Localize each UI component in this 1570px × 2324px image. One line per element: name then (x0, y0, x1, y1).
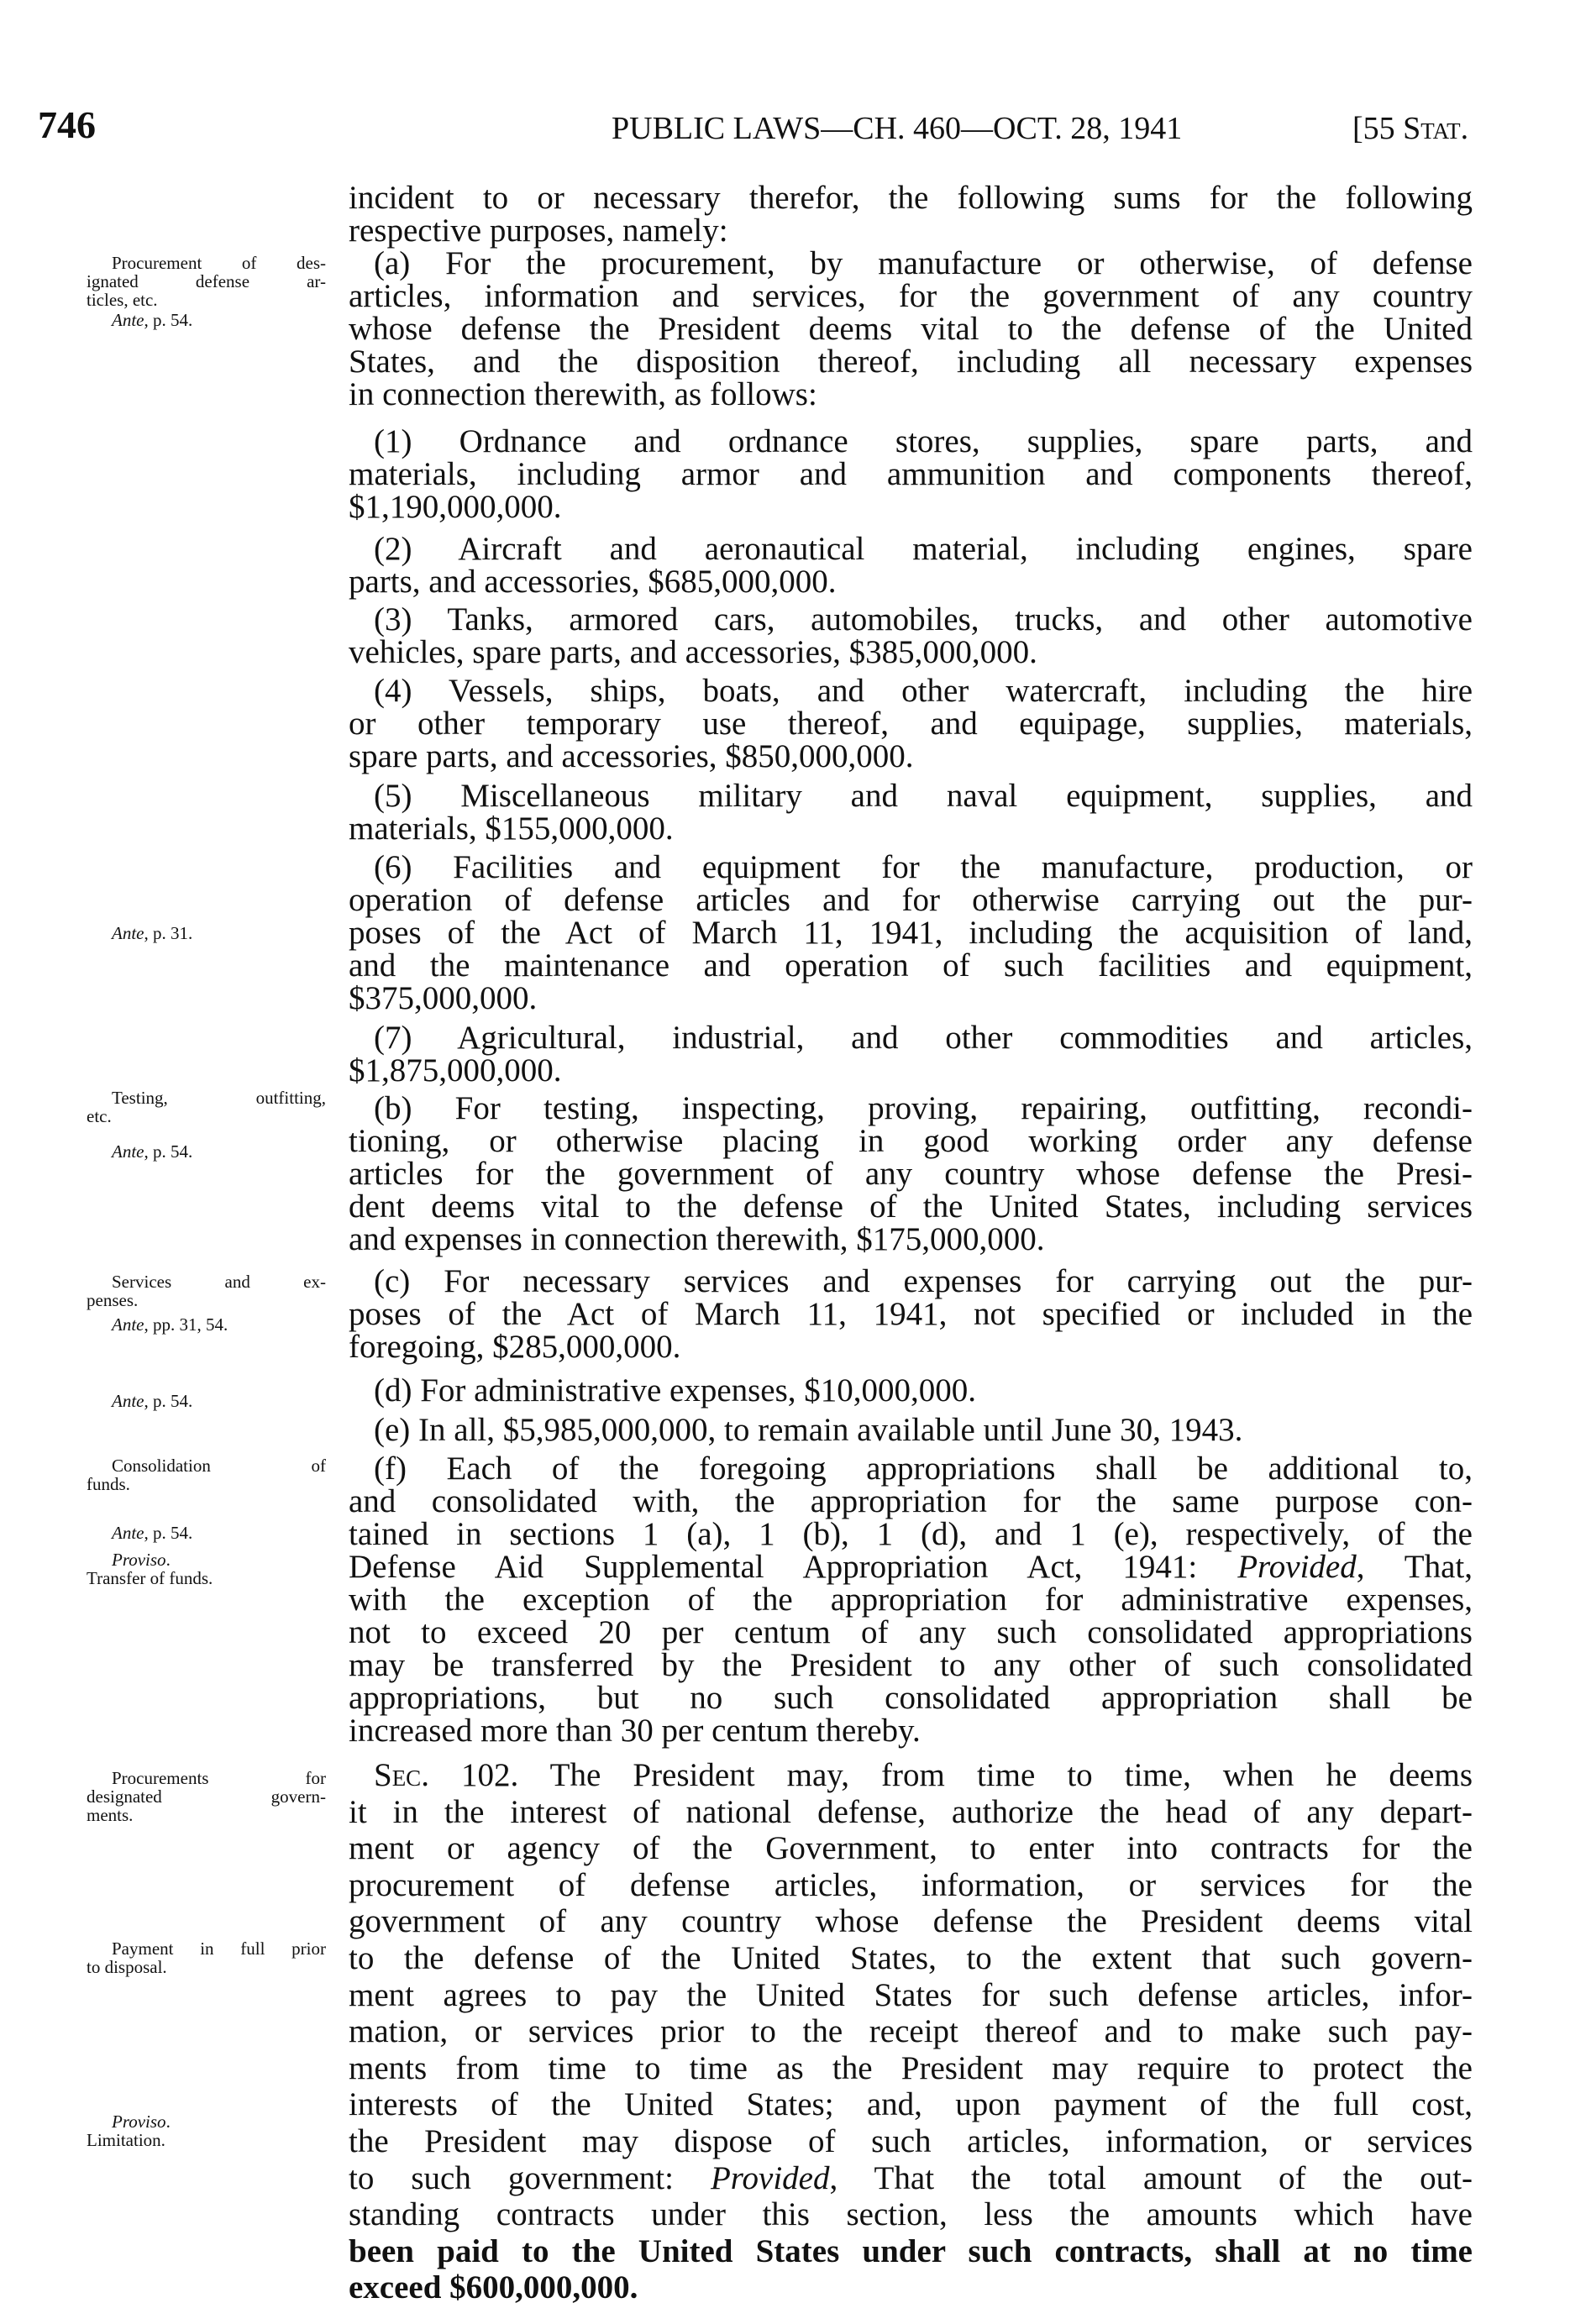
text-line: materials, including armor and ammunition and components thereof, (349, 456, 1473, 492)
margin-note-line: Limitation. (87, 2130, 165, 2150)
italic-text: Ante (112, 923, 144, 943)
text-line: operation of defense articles and for otherwise carrying out the pur- (349, 882, 1473, 918)
margin-note-line (87, 1392, 326, 1410)
text-line: the President may dispose of such articles, information, or services (349, 2122, 1473, 2159)
text-line: spare parts, and accessories, $850,000,000. (349, 738, 914, 774)
margin-note-line: etc. (87, 1106, 112, 1126)
text-line: tioning, or otherwise placing in good working order any defense (349, 1123, 1473, 1159)
italic-text: Ante (112, 310, 144, 330)
margin-note-line (87, 311, 326, 329)
paragraph (349, 1092, 1473, 1256)
italic-text: Ante (112, 1523, 144, 1543)
margin-note (87, 311, 326, 329)
margin-note-line: Procurement of des- (112, 253, 326, 273)
volume-suffix: Stat. (1403, 111, 1469, 146)
margin-note-line: penses. (87, 1290, 139, 1310)
text-line: it in the interest of national defense, authorize the head of any depart- (349, 1793, 1473, 1830)
text-line: exceed $600,000,000. (349, 2269, 638, 2306)
margin-note-line: Payment in full prior (112, 1938, 326, 1959)
italic-text: Provided (1237, 1549, 1357, 1585)
text-line: (e) In all, $5,985,000,000, to remain available until June 30, 1943. (374, 1412, 1243, 1448)
text-segment: Defense Aid Supplemental Appropriation Act, 1941: (349, 1549, 1238, 1585)
text-line: foregoing, $285,000,000. (349, 1329, 681, 1365)
text-line: mation, or services prior to the receipt thereof and to make such pay- (349, 2013, 1473, 2050)
margin-note (87, 1550, 326, 1587)
text-line (349, 2160, 1473, 2197)
margin-note-line (87, 2112, 326, 2131)
text-segment: 102. The President may, from time to time, when he deems (428, 1757, 1473, 1793)
text-line: articles for the government of any country whose defense the Presi- (349, 1156, 1473, 1192)
text-line: with the exception of the appropriation for administrative expenses, (349, 1582, 1473, 1618)
text-line: and consolidated with, the appropriation for the same purpose con- (349, 1483, 1473, 1519)
text-line: ment agrees to pay the United States for such defense articles, infor- (349, 1976, 1473, 2013)
text-line: (7) Agricultural, industrial, and other commodities and articles, (374, 1020, 1473, 1056)
text-line: dent deems vital to the defense of the United States, including services (349, 1188, 1473, 1225)
text-line: interests of the United States; and, upon payment of the full cost, (349, 2086, 1473, 2123)
volume-reference (1352, 108, 1468, 150)
text-line: (f) Each of the foregoing appropriations shall be additional to, (374, 1451, 1473, 1487)
margin-note (87, 254, 326, 309)
text-segment: , p. 31. (144, 923, 193, 943)
margin-note-line: ticles, etc. (87, 290, 158, 310)
margin-note (87, 924, 326, 942)
text-line: (1) Ordnance and ordnance stores, supplies, spare parts, and (374, 423, 1473, 459)
margin-note-line (87, 1524, 326, 1542)
text-line: respective purposes, namely: (349, 212, 728, 249)
italic-text: Ante (112, 1391, 144, 1411)
margin-note (87, 1392, 326, 1410)
text-line: ments from time to time as the President may require to protect the (349, 2049, 1473, 2086)
paragraph (349, 425, 1473, 523)
text-line: (6) Facilities and equipment for the manufacture, production, or (374, 849, 1473, 885)
paragraph (349, 1374, 1473, 1407)
text-line: or other temporary use thereof, and equipage, supplies, materials, (349, 706, 1473, 742)
text-segment: . (165, 1550, 171, 1570)
page-number: 746 (38, 103, 96, 146)
text-line: States, and the disposition thereof, including all necessary expenses (349, 344, 1473, 380)
text-line: tained in sections 1 (a), 1 (b), 1 (d), and 1 (e), respectively, of the (349, 1516, 1473, 1552)
paragraph (349, 1021, 1473, 1087)
text-line: materials, $155,000,000. (349, 811, 674, 847)
text-line: $1,190,000,000. (349, 489, 562, 525)
text-line: not to exceed 20 per centum of any such consolidated appropriations (349, 1614, 1473, 1650)
paragraph (349, 1414, 1473, 1446)
text-line: (a) For the procurement, by manufacture or otherwise, of defense (374, 245, 1473, 281)
text-line: been paid to the United States under such contracts, shall at no time (349, 2232, 1473, 2269)
text-segment: , That the total amount of the out- (829, 2159, 1473, 2196)
text-line: (4) Vessels, ships, boats, and other watercraft, including the hire (374, 673, 1473, 709)
margin-note-line (87, 1550, 326, 1569)
margin-note-line (87, 1315, 326, 1334)
paragraph (349, 247, 1473, 411)
text-line: whose defense the President deems vital to the defense of the United (349, 311, 1473, 347)
margin-note (87, 1524, 326, 1542)
text-segment: , p. 54. (144, 1523, 193, 1543)
margin-note-line: Consolidation of (112, 1456, 326, 1476)
text-line: (c) For necessary services and expenses for carrying out the pur- (374, 1263, 1473, 1299)
text-line: parts, and accessories, $685,000,000. (349, 564, 837, 600)
margin-note (87, 1142, 326, 1161)
text-line: (d) For administrative expenses, $10,000,000. (374, 1372, 977, 1409)
text-segment: , p. 54. (144, 310, 193, 330)
text-segment: , p. 54. (144, 1391, 193, 1411)
text-line: (b) For testing, inspecting, proving, repairing, outfitting, recondi- (374, 1090, 1473, 1126)
margin-note-line: Testing, outfitting, (112, 1088, 326, 1108)
text-line: increased more than 30 per centum thereby. (349, 1713, 921, 1749)
text-line: and the maintenance and operation of such facilities and equipment, (349, 947, 1473, 984)
paragraph (349, 674, 1473, 773)
margin-note (87, 1769, 326, 1824)
italic-text: Proviso (112, 2112, 166, 2132)
text-line: poses of the Act of March 11, 1941, including the acquisition of land, (349, 915, 1473, 951)
margin-note (87, 1272, 326, 1309)
text-segment: , pp. 31, 54. (144, 1314, 228, 1335)
margin-note (87, 1939, 326, 1976)
paragraph (349, 181, 1473, 247)
margin-note-line: Transfer of funds. (87, 1568, 213, 1588)
text-line: $1,875,000,000. (349, 1052, 562, 1089)
paragraph (349, 1757, 1473, 2306)
paragraph (349, 532, 1473, 598)
volume-prefix: [55 (1352, 111, 1404, 146)
margin-note-line: to disposal. (87, 1957, 167, 1977)
text-line: procurement of defense articles, information, or services for the (349, 1866, 1473, 1903)
text-line: government of any country whose defense the President deems vital (349, 1903, 1473, 1940)
paragraph (349, 851, 1473, 1015)
small-caps-text: Sec. (374, 1757, 429, 1793)
margin-note-line: ignated defense ar- (87, 271, 326, 291)
text-line (349, 1757, 1473, 1794)
italic-text: Proviso (112, 1550, 166, 1570)
text-line: and expenses in connection therewith, $175,000,000. (349, 1221, 1045, 1257)
italic-text: Provided (710, 2159, 830, 2196)
margin-note-line: Services and ex- (112, 1272, 326, 1292)
paragraph (349, 603, 1473, 669)
margin-note-line: funds. (87, 1474, 130, 1494)
text-line: appropriations, but no such consolidated appropriation shall be (349, 1680, 1473, 1716)
text-line: poses of the Act of March 11, 1941, not specified or included in the (349, 1296, 1473, 1332)
margin-note-line (87, 924, 326, 942)
text-segment: to such government: (349, 2159, 711, 2196)
text-line: may be transferred by the President to any other of such consolidated (349, 1647, 1473, 1683)
margin-note (87, 2112, 326, 2149)
paragraph (349, 779, 1473, 845)
text-line: articles, information and services, for the government of any country (349, 278, 1473, 314)
text-line: in connection therewith, as follows: (349, 376, 817, 412)
text-line (349, 1550, 1473, 1583)
margin-note (87, 1315, 326, 1334)
italic-text: Ante (112, 1141, 144, 1162)
paragraph (349, 1452, 1473, 1747)
text-line: to the defense of the United States, to the extent that such govern- (349, 1939, 1473, 1976)
margin-note (87, 1456, 326, 1493)
text-line: (3) Tanks, armored cars, automobiles, trucks, and other automotive (374, 601, 1473, 637)
text-line: incident to or necessary therefor, the following sums for the following (349, 180, 1473, 216)
margin-note-line (87, 1142, 326, 1161)
text-segment: , That, (1356, 1549, 1473, 1585)
margin-note-line: Procurements for (112, 1768, 326, 1788)
running-title: PUBLIC LAWS—CH. 460—OCT. 28, 1941 (612, 111, 1183, 146)
margin-note-line: ments. (87, 1805, 134, 1825)
text-line: (2) Aircraft and aeronautical material, including engines, spare (374, 531, 1473, 567)
text-line: standing contracts under this section, less the amounts which have (349, 2196, 1473, 2233)
margin-note-line: designated govern- (87, 1786, 326, 1807)
text-line: (5) Miscellaneous military and naval equipment, supplies, and (374, 778, 1473, 814)
text-segment: , p. 54. (144, 1141, 193, 1162)
text-line: ment or agency of the Government, to enter into contracts for the (349, 1830, 1473, 1867)
text-segment: . (165, 2112, 171, 2132)
margin-note (87, 1089, 326, 1125)
text-line: vehicles, spare parts, and accessories, $385,000,000. (349, 634, 1037, 670)
italic-text: Ante (112, 1314, 144, 1335)
paragraph (349, 1265, 1473, 1363)
text-line: $375,000,000. (349, 980, 538, 1016)
